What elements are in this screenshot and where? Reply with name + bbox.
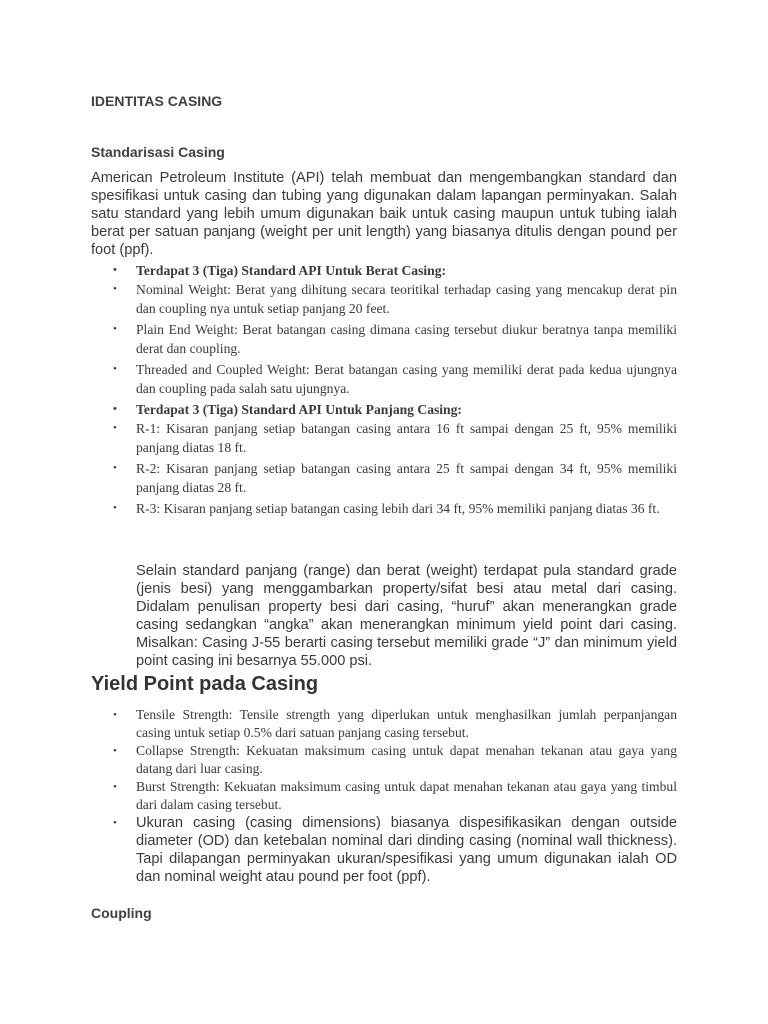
list-item: • Plain End Weight: Berat batangan casing dimana casing tersebut diukur beratnya tanpa memiliki derat dan coupling. xyxy=(113,322,677,356)
list-item: • Burst Strength: Kekuatan maksimum casing untuk dapat menahan tekanan atau gaya yang timbul dari dalam casing tersebut. xyxy=(113,779,677,812)
list-item: • Nominal Weight: Berat yang dihitung secara teoritikal terhadap casing yang mencakup derat pin dan coupling nya untuk setiap panjang 20 feet. xyxy=(113,282,677,316)
list-item: • Collapse Strength: Kekuatan maksimum casing untuk dapat menahan tekanan atau gaya yang datang dari luar casing. xyxy=(113,743,677,776)
page-title: IDENTITAS CASING xyxy=(91,93,223,109)
intro-paragraph: American Petroleum Institute (API) telah membuat dan mengembangkan standard dan spesifikasi untuk casing dan tubing yang digunakan dalam lapangan perminyakan. Salah satu standard yang lebih umum digunakan baik untuk casing maupun untuk tubing ialah berat per satuan panjang (weight per unit length) yang biasanya ditulis dengan pound per foot (ppf). xyxy=(91,170,677,258)
list-item: • Ukuran casing (casing dimensions) biasanya dispesifikasikan dengan outside diameter (OD) dan ketebalan nominal dari dinding casing (nominal wall thickness). Tapi dilapangan perminyakan ukuran/spesifikasi yang umum digunakan ialah OD dan nominal weight atau pound per foot (ppf). xyxy=(113,815,677,885)
bullet-icon: • xyxy=(113,422,117,434)
list-item: • Terdapat 3 (Tiga) Standard API Untuk Berat Casing: xyxy=(113,263,447,278)
grade-paragraph-block xyxy=(136,562,677,670)
list-item: • Terdapat 3 (Tiga) Standard API Untuk Panjang Casing: xyxy=(113,402,462,417)
bullet-icon: • xyxy=(113,817,117,829)
bullet-icon: • xyxy=(113,264,117,276)
standards-list-block xyxy=(91,261,677,520)
bullet-icon: • xyxy=(113,363,117,375)
list-item: • Tensile Strength: Tensile strength yang diperlukan untuk menghasilkan jumlah perpanjangan casing untuk setiap 0.5% dari satuan panjang casing tersebut. xyxy=(113,707,677,740)
list-item: • Threaded and Coupled Weight: Berat batangan casing yang memiliki derat pada kedua ujungnya dan coupling pada salah satu ujungnya. xyxy=(113,362,677,396)
yield-list-block xyxy=(91,706,677,886)
list-item: • R-2: Kisaran panjang setiap batangan casing antara 25 ft sampai dengan 34 ft, 95% memiliki panjang diatas 28 ft. xyxy=(113,461,677,495)
section-heading-coupling: Coupling xyxy=(91,905,152,921)
standards-list xyxy=(91,261,677,518)
bullet-icon: • xyxy=(113,283,117,295)
bullet-icon: • xyxy=(113,709,117,721)
bullet-icon: • xyxy=(113,502,117,514)
bullet-icon: • xyxy=(113,403,117,415)
bullet-icon: • xyxy=(113,745,117,757)
intro-paragraph-block xyxy=(91,169,677,259)
section-heading-standarisasi: Standarisasi Casing xyxy=(91,144,225,160)
list-item: • R-3: Kisaran panjang setiap batangan casing lebih dari 34 ft, 95% memiliki panjang diatas 36 ft. xyxy=(113,501,660,516)
section-heading-yield-point: Yield Point pada Casing xyxy=(91,673,319,695)
list-item: • R-1: Kisaran panjang setiap batangan casing antara 16 ft sampai dengan 25 ft, 95% memiliki panjang diatas 18 ft. xyxy=(113,421,677,455)
bullet-icon: • xyxy=(113,781,117,793)
yield-point-list xyxy=(91,706,677,886)
bullet-icon: • xyxy=(113,462,117,474)
grade-paragraph: Selain standard panjang (range) dan berat (weight) terdapat pula standard grade (jenis besi) yang menggambarkan property/sifat besi atau metal dari casing. Didalam penulisan property besi dari casing, “huruf” akan menerangkan grade casing sedangkan “angka” akan menerangkan minimum yield point dari casing. Misalkan: Casing J-55 berarti casing tersebut memiliki grade “J” dan minimum yield point casing ini besarnya 55.000 psi. xyxy=(136,563,677,669)
bullet-icon: • xyxy=(113,323,117,335)
